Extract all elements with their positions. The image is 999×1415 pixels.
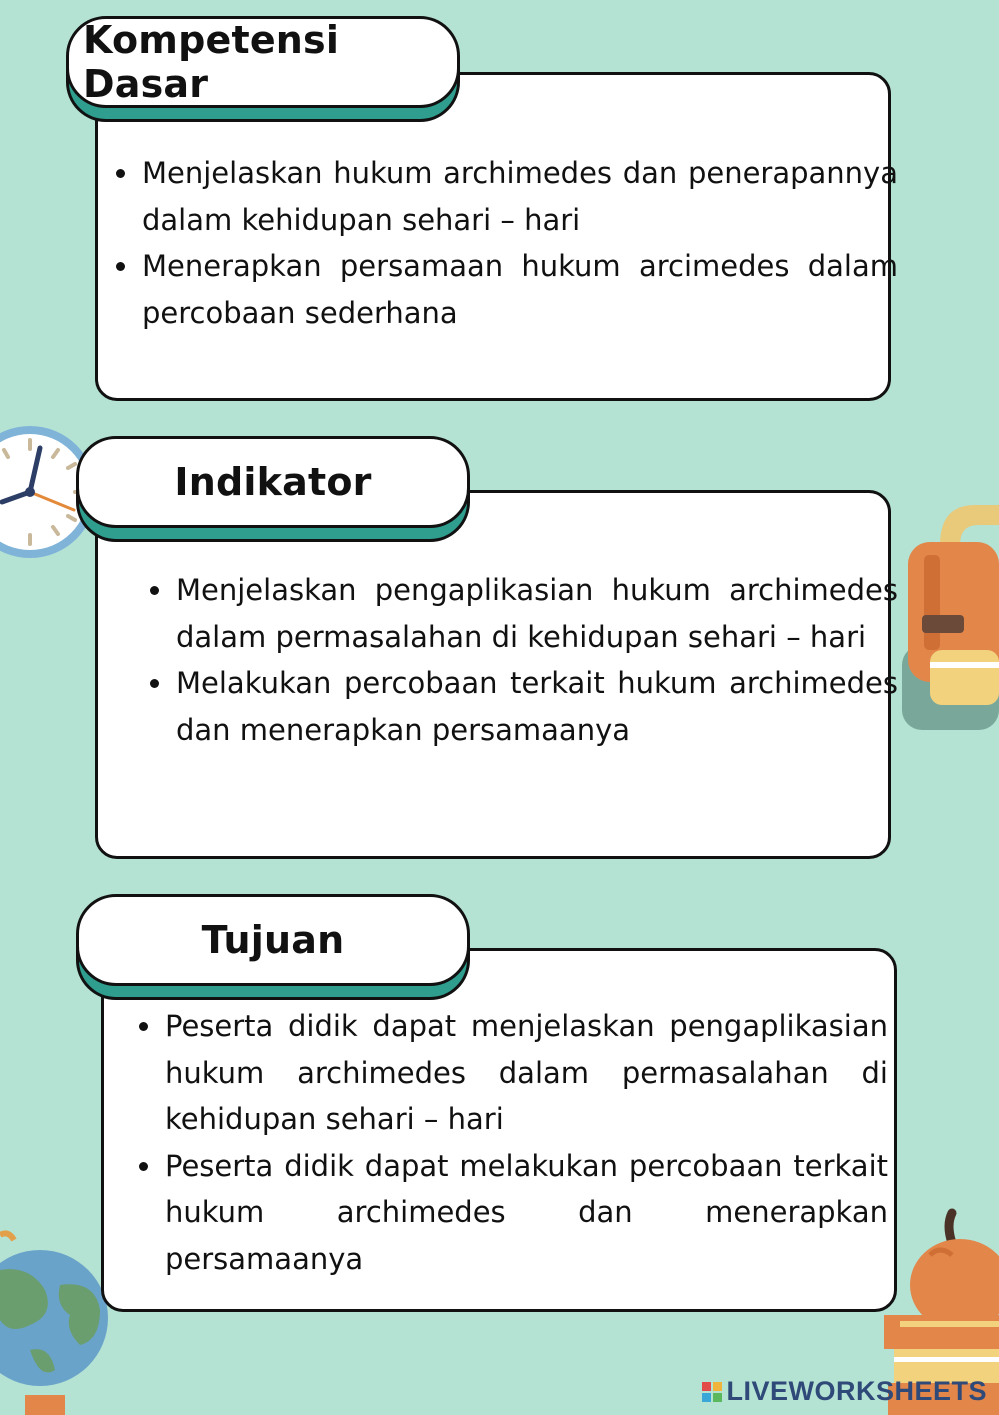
liveworksheets-logo[interactable] [702,1376,987,1407]
list-item: Melakukan percobaan terkait hukum archimedes dan menerapkan persamaanya [176,660,898,753]
tujuan-heading [76,894,470,986]
indikator-heading [76,436,470,528]
globe-icon [0,1230,115,1415]
backpack-icon [900,500,999,735]
kompetensi-dasar-heading [66,16,460,108]
tujuan-list [131,1003,888,1282]
list-item: Menerapkan persamaan hukum arcimedes dalam percobaan sederhana [142,243,898,336]
liveworksheets-icon [702,1382,722,1402]
section-title: Indikator [76,436,470,528]
list-item: Menjelaskan pengaplikasian hukum archimedes dalam permasalahan di kehidupan sehari – hari [176,567,898,660]
list-item: Peserta didik dapat menjelaskan pengaplikasian hukum archimedes dalam permasalahan di kehidupan sehari – hari [165,1003,888,1143]
list-item: Menjelaskan hukum archimedes dan penerapannya dalam kehidupan sehari – hari [142,150,898,243]
kompetensi-dasar-list [108,150,898,336]
section-title: Tujuan [76,894,470,986]
list-item: Peserta didik dapat melakukan percobaan terkait hukum archimedes dan menerapkan persamaanya [165,1143,888,1283]
section-title: Kompetensi Dasar [66,16,460,108]
brand-name: LIVEWORKSHEETS [726,1376,987,1406]
indikator-list [142,567,898,753]
